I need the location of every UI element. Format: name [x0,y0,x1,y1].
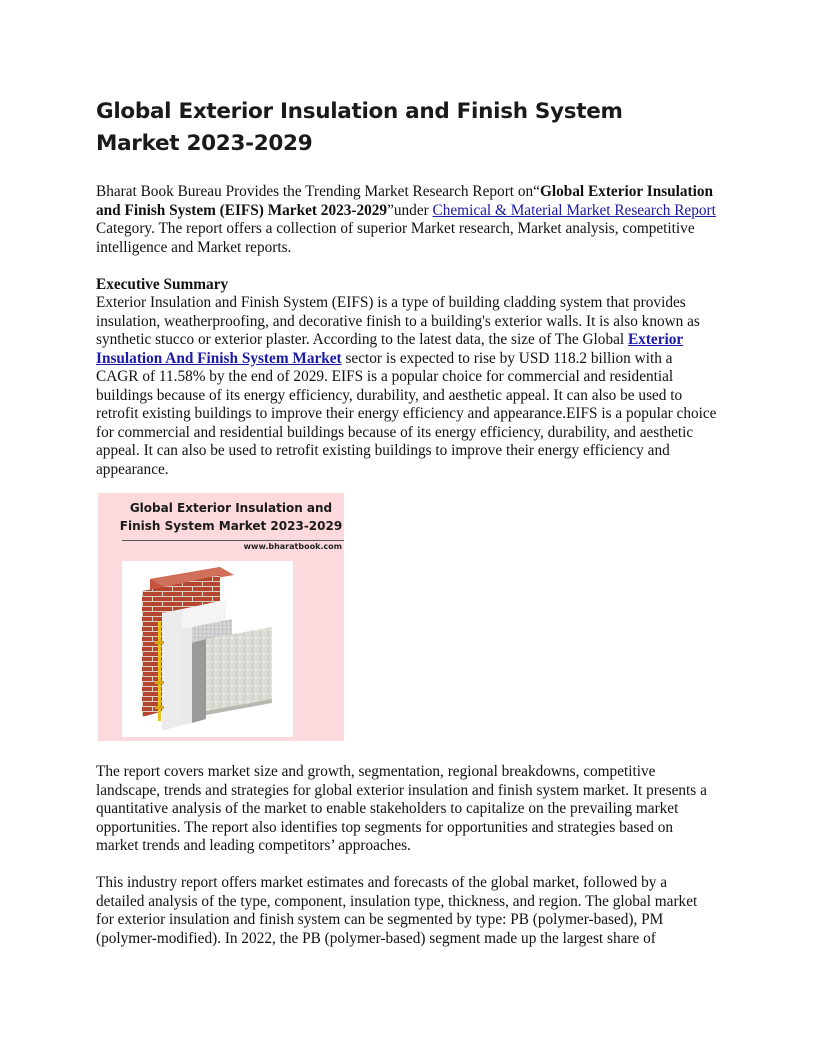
intro-lead: Bharat Book Bureau Provides the Trending Market Research Report on“ [96,183,540,200]
figure-divider [122,540,344,541]
report-coverage-paragraph: The report covers market size and growth, segmentation, regional breakdowns, competitive landscape, trends and strategies for global exterior insulation and finish system market. It presents a quantitative analysis of the market to enable stakeholders to capitalize on the prevailing market opportunities. The report also identifies top segments for opportunities and strategies based on market trends and leading competitors’ approaches. [96,763,707,854]
intro-tail: Category. The report offers a collection of superior Market research, Market analysis, competitive intelligence and Market reports. [96,220,695,256]
executive-summary-heading: Executive Summary [96,276,229,293]
market-link[interactable]: Exterior Insulation And Finish System Market [96,331,684,367]
eifs-wall-layers-icon [122,561,293,737]
intro-paragraph [96,183,718,257]
report-name: Global Exterior Insulation and Finish System (EIFS) Market 2023-2029 [96,183,714,219]
exec-text-after: sector is expected to rise by USD 118.2 billion with a CAGR of 11.58% by the end of 2029. EIFS is a popular choice for commercial and residential buildings because of its energy efficiency, durability, and aesthetic appeal. It can also be used to retrofit existing buildings to improve their energy efficiency and appearance.EIFS is a popular choice for commercial and residential buildings because of its energy efficiency, durability, and aesthetic appeal. It can also be used to retrofit existing buildings to improve their energy efficiency and appearance. [96,349,717,478]
category-link[interactable]: Chemical & Material Market Research Report [432,201,716,219]
figure-title-line2: Finish System Market 2023-2029 [119,518,343,533]
intro-under: ”under [387,201,433,219]
page-title: Global Exterior Insulation and Finish System Market 2023-2029 [96,99,623,156]
figure-title-line1: Global Exterior Insulation and [129,501,333,515]
figure-url: www.bharatbook.com [243,542,342,551]
executive-summary-paragraph [96,294,718,479]
industry-report-paragraph: This industry report offers market estimates and forecasts of the global market, followed by a detailed analysis of the type, component, insulation type, thickness, and region. The global market for exterior insulation and finish system can be segmented by type: PB (polymer-based), PM (polymer-modified). In 2022, the PB (polymer-based) segment made up the largest share of [96,874,698,947]
eifs-wall-illustration [122,561,293,737]
figure-title [98,500,344,535]
exec-text-before: Exterior Insulation and Finish System (EIFS) is a type of building cladding system that provides insulation, weatherproofing, and decorative finish to a building's exterior walls. It is also known as synthetic stucco or exterior plaster. According to the latest data, the size of The Global [96,294,700,348]
